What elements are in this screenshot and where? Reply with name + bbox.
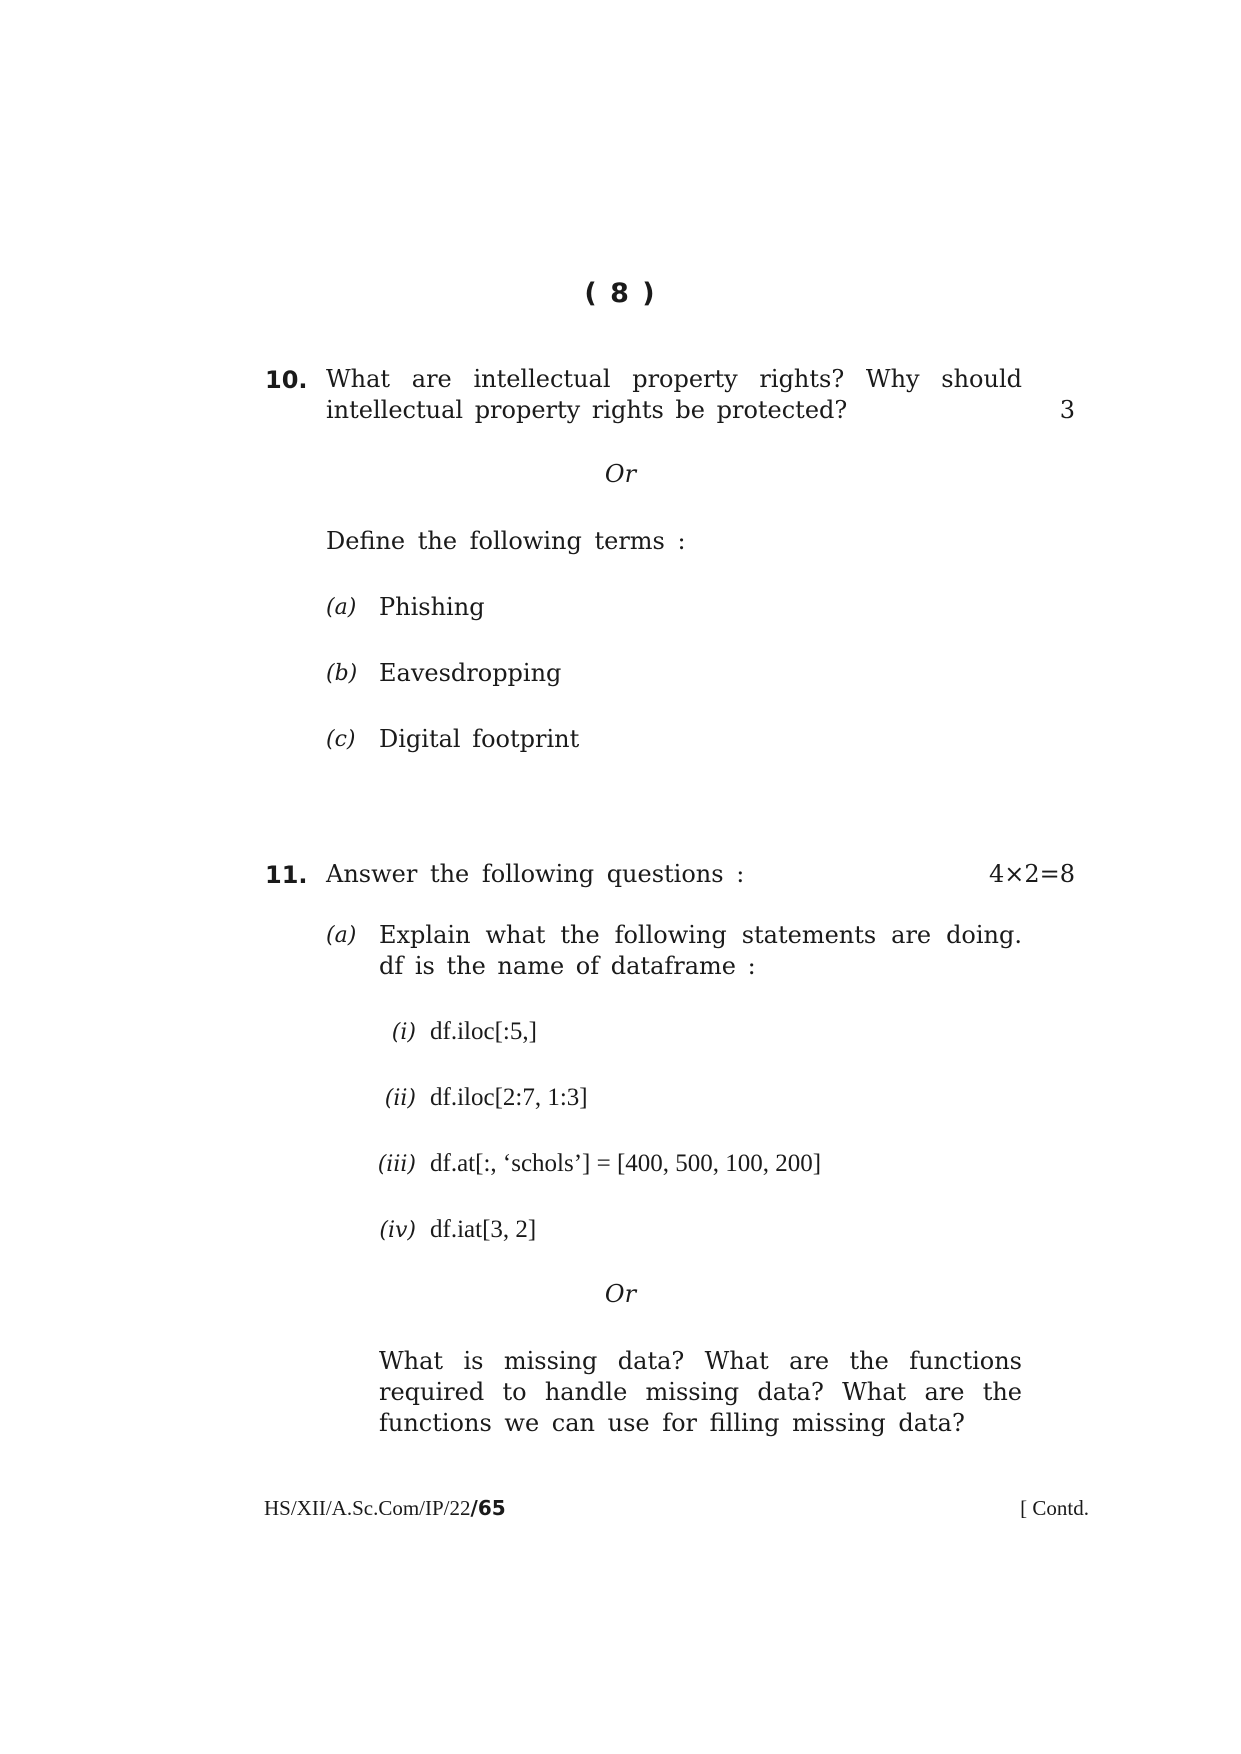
page-number: ( 8 ): [584, 278, 657, 309]
term-a-label: (a): [326, 595, 357, 620]
term-c-label: (c): [326, 727, 356, 752]
question-11-or: Or: [604, 1280, 637, 1308]
term-a-text: Phishing: [379, 593, 485, 621]
statement-iii-code: df.at[:, ‘schols’] = [400, 500, 100, 200]: [430, 1150, 822, 1177]
question-10-define-intro: Define the following terms :: [326, 527, 686, 555]
statement-i-label: (i): [391, 1020, 416, 1045]
paper-code-prefix: HS/XII/A.Sc.Com/IP/22: [264, 1496, 471, 1520]
paper-code-suffix: /65: [470, 1496, 506, 1520]
question-10-number: 10.: [265, 366, 308, 394]
part-a-label: (a): [326, 923, 357, 948]
contd-label: [ Contd.: [1020, 1496, 1089, 1520]
question-11-intro: Answer the following questions :: [326, 860, 745, 888]
term-b-text: Eavesdropping: [379, 659, 562, 687]
term-c-text: Digital footprint: [379, 725, 580, 753]
alt-question-line-2: required to handle missing data? What are the: [379, 1378, 1022, 1406]
statement-ii-label: (ii): [384, 1086, 416, 1111]
alt-question-line-3: functions we can use for filling missing data?: [379, 1409, 965, 1437]
term-b-label: (b): [326, 661, 358, 686]
question-10-line-2: intellectual property rights be protected?: [326, 396, 848, 424]
statement-iii-label: (iii): [377, 1152, 416, 1177]
statement-i-code: df.iloc[:5,]: [430, 1018, 537, 1045]
paper-code: [264, 1496, 506, 1521]
statement-iv-code: df.iat[3, 2]: [430, 1216, 537, 1243]
question-11-number: 11.: [265, 861, 308, 889]
part-a-line-2: df is the name of dataframe :: [379, 952, 756, 980]
question-11-marks: 4×2=8: [988, 860, 1075, 888]
statement-ii-code: df.iloc[2:7, 1:3]: [430, 1084, 588, 1111]
question-10-line-1: What are intellectual property rights? Why should: [326, 365, 1022, 393]
question-10-marks: 3: [1059, 396, 1075, 424]
part-a-line-1: Explain what the following statements are doing.: [379, 921, 1022, 949]
question-10-or: Or: [604, 460, 637, 488]
alt-question-line-1: What is missing data? What are the functions: [379, 1347, 1022, 1375]
statement-iv-label: (iv): [379, 1218, 416, 1243]
